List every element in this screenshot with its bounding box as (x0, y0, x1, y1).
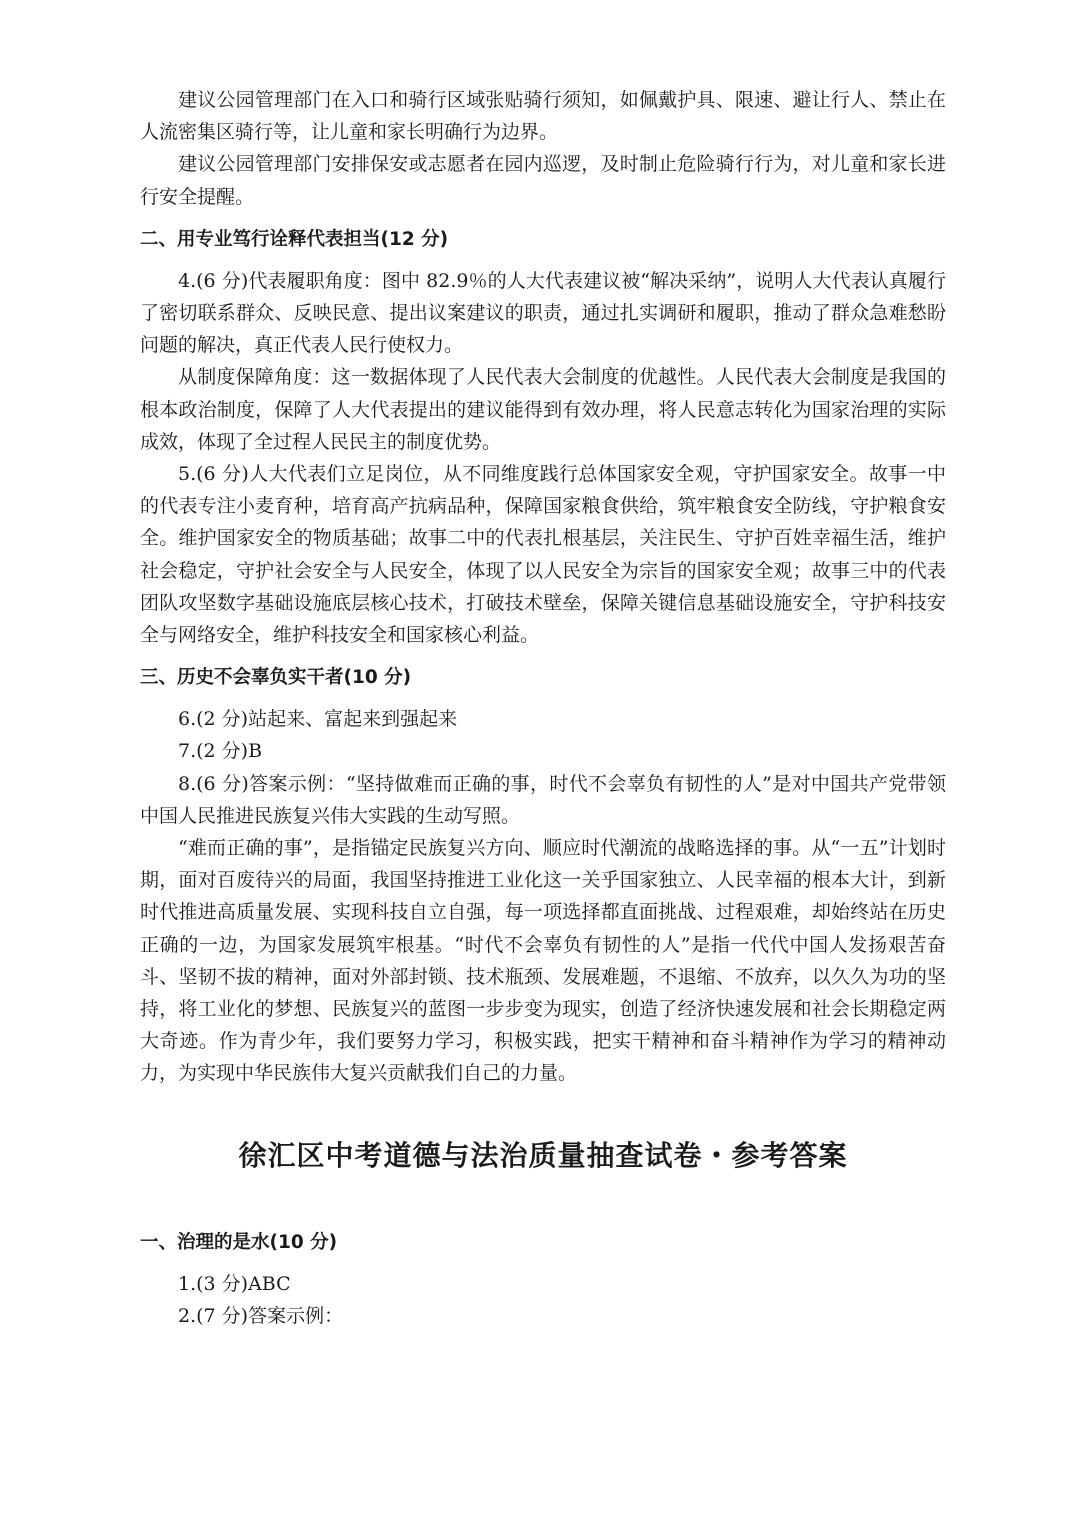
section-heading-3: 三、历史不会辜负实干者(10 分) (140, 667, 412, 689)
answer-q8: 8.(6 分)答案示例：“坚持做难而正确的事，时代不会辜负有韧性的人”是对中国共产党带领中国人民推进民族复兴伟大实践的生动写照。 (140, 772, 946, 827)
answer-sheet-page (140, 84, 946, 1332)
section-heading-2: 二、用专业笃行诠释代表担当(12 分) (140, 228, 449, 250)
answer-q1: 1.(3 分)ABC (178, 1272, 291, 1295)
document-title: 徐汇区中考道德与法治质量抽查试卷・参考答案 (238, 1138, 848, 1172)
paragraph-riding-notice: 建议公园管理部门在入口和骑行区域张贴骑行须知，如佩戴护具、限速、避让行人、禁止在人流密集区骑行等，让儿童和家长明确行为边界。 (140, 89, 946, 144)
answer-q8-explanation: “难而正确的事”，是指锚定民族复兴方向、顺应时代潮流的战略选择的事。从“一五”计划时期，面对百废待兴的局面，我国坚持推进工业化这一关乎国家独立、人民幸福的根本大计，到新时代推进高质量发展、实现科技自立自强，每一项选择都直面挑战、过程艰难，却始终站在历史正确的一边，为国家发展筑牢根基。“时代不会辜负有韧性的人”是指一代代中国人发扬艰苦奋斗、坚韧不拔的精神，面对外部封锁、技术瓶颈、发展难题，不退缩、不放弃，以久久为功的坚持，将工业化的梦想、民族复兴的蓝图一步步变为现实，创造了经济快速发展和社会长期稳定两大奇迹。作为青少年，我们要努力学习，积极实践，把实干精神和奋斗精神作为学习的精神动力，为实现中华民族伟大复兴贡献我们自己的力量。 (140, 837, 946, 1085)
paragraph-patrol-suggestion: 建议公园管理部门安排保安或志愿者在园内巡逻，及时制止危险骑行行为，对儿童和家长进行安全提醒。 (140, 153, 946, 208)
answer-q7: 7.(2 分)B (178, 740, 263, 763)
answer-q6: 6.(2 分)站起来、富起来到强起来 (178, 708, 458, 731)
answer-q5: 5.(6 分)人大代表们立足岗位，从不同维度践行总体国家安全观，守护国家安全。故事一中的代表专注小麦育种，培育高产抗病品种，保障国家粮食供给，筑牢粮食安全防线，守护粮食安全。维护国家安全的物质基础；故事二中的代表扎根基层，关注民生、守护百姓幸福生活，维护社会稳定，守护社会安全与人民安全，体现了以人民安全为宗旨的国家安全观；故事三中的代表团队攻坚数字基础设施底层核心技术，打破技术壁垒，保障关键信息基础设施安全，守护科技安全与网络安全，维护科技安全和国家核心利益。 (140, 463, 946, 647)
answer-q4: 4.(6 分)代表履职角度：图中 82.9％的人大代表建议被“解决采纳”，说明人大代表认真履行了密切联系群众、反映民意、提出议案建议的职责，通过扎实调研和履职，推动了群众急难愁盼问题的解决，真正代表人民行使权力。 (140, 269, 946, 357)
answer-q4-system: 从制度保障角度：这一数据体现了人民代表大会制度的优越性。人民代表大会制度是我国的根本政治制度，保障了人大代表提出的建议能得到有效办理，将人民意志转化为国家治理的实际成效，体现了全过程人民民主的制度优势。 (140, 366, 946, 453)
section-heading-1: 一、治理的是水(10 分) (140, 1231, 338, 1253)
answer-q2: 2.(7 分)答案示例： (178, 1304, 344, 1327)
